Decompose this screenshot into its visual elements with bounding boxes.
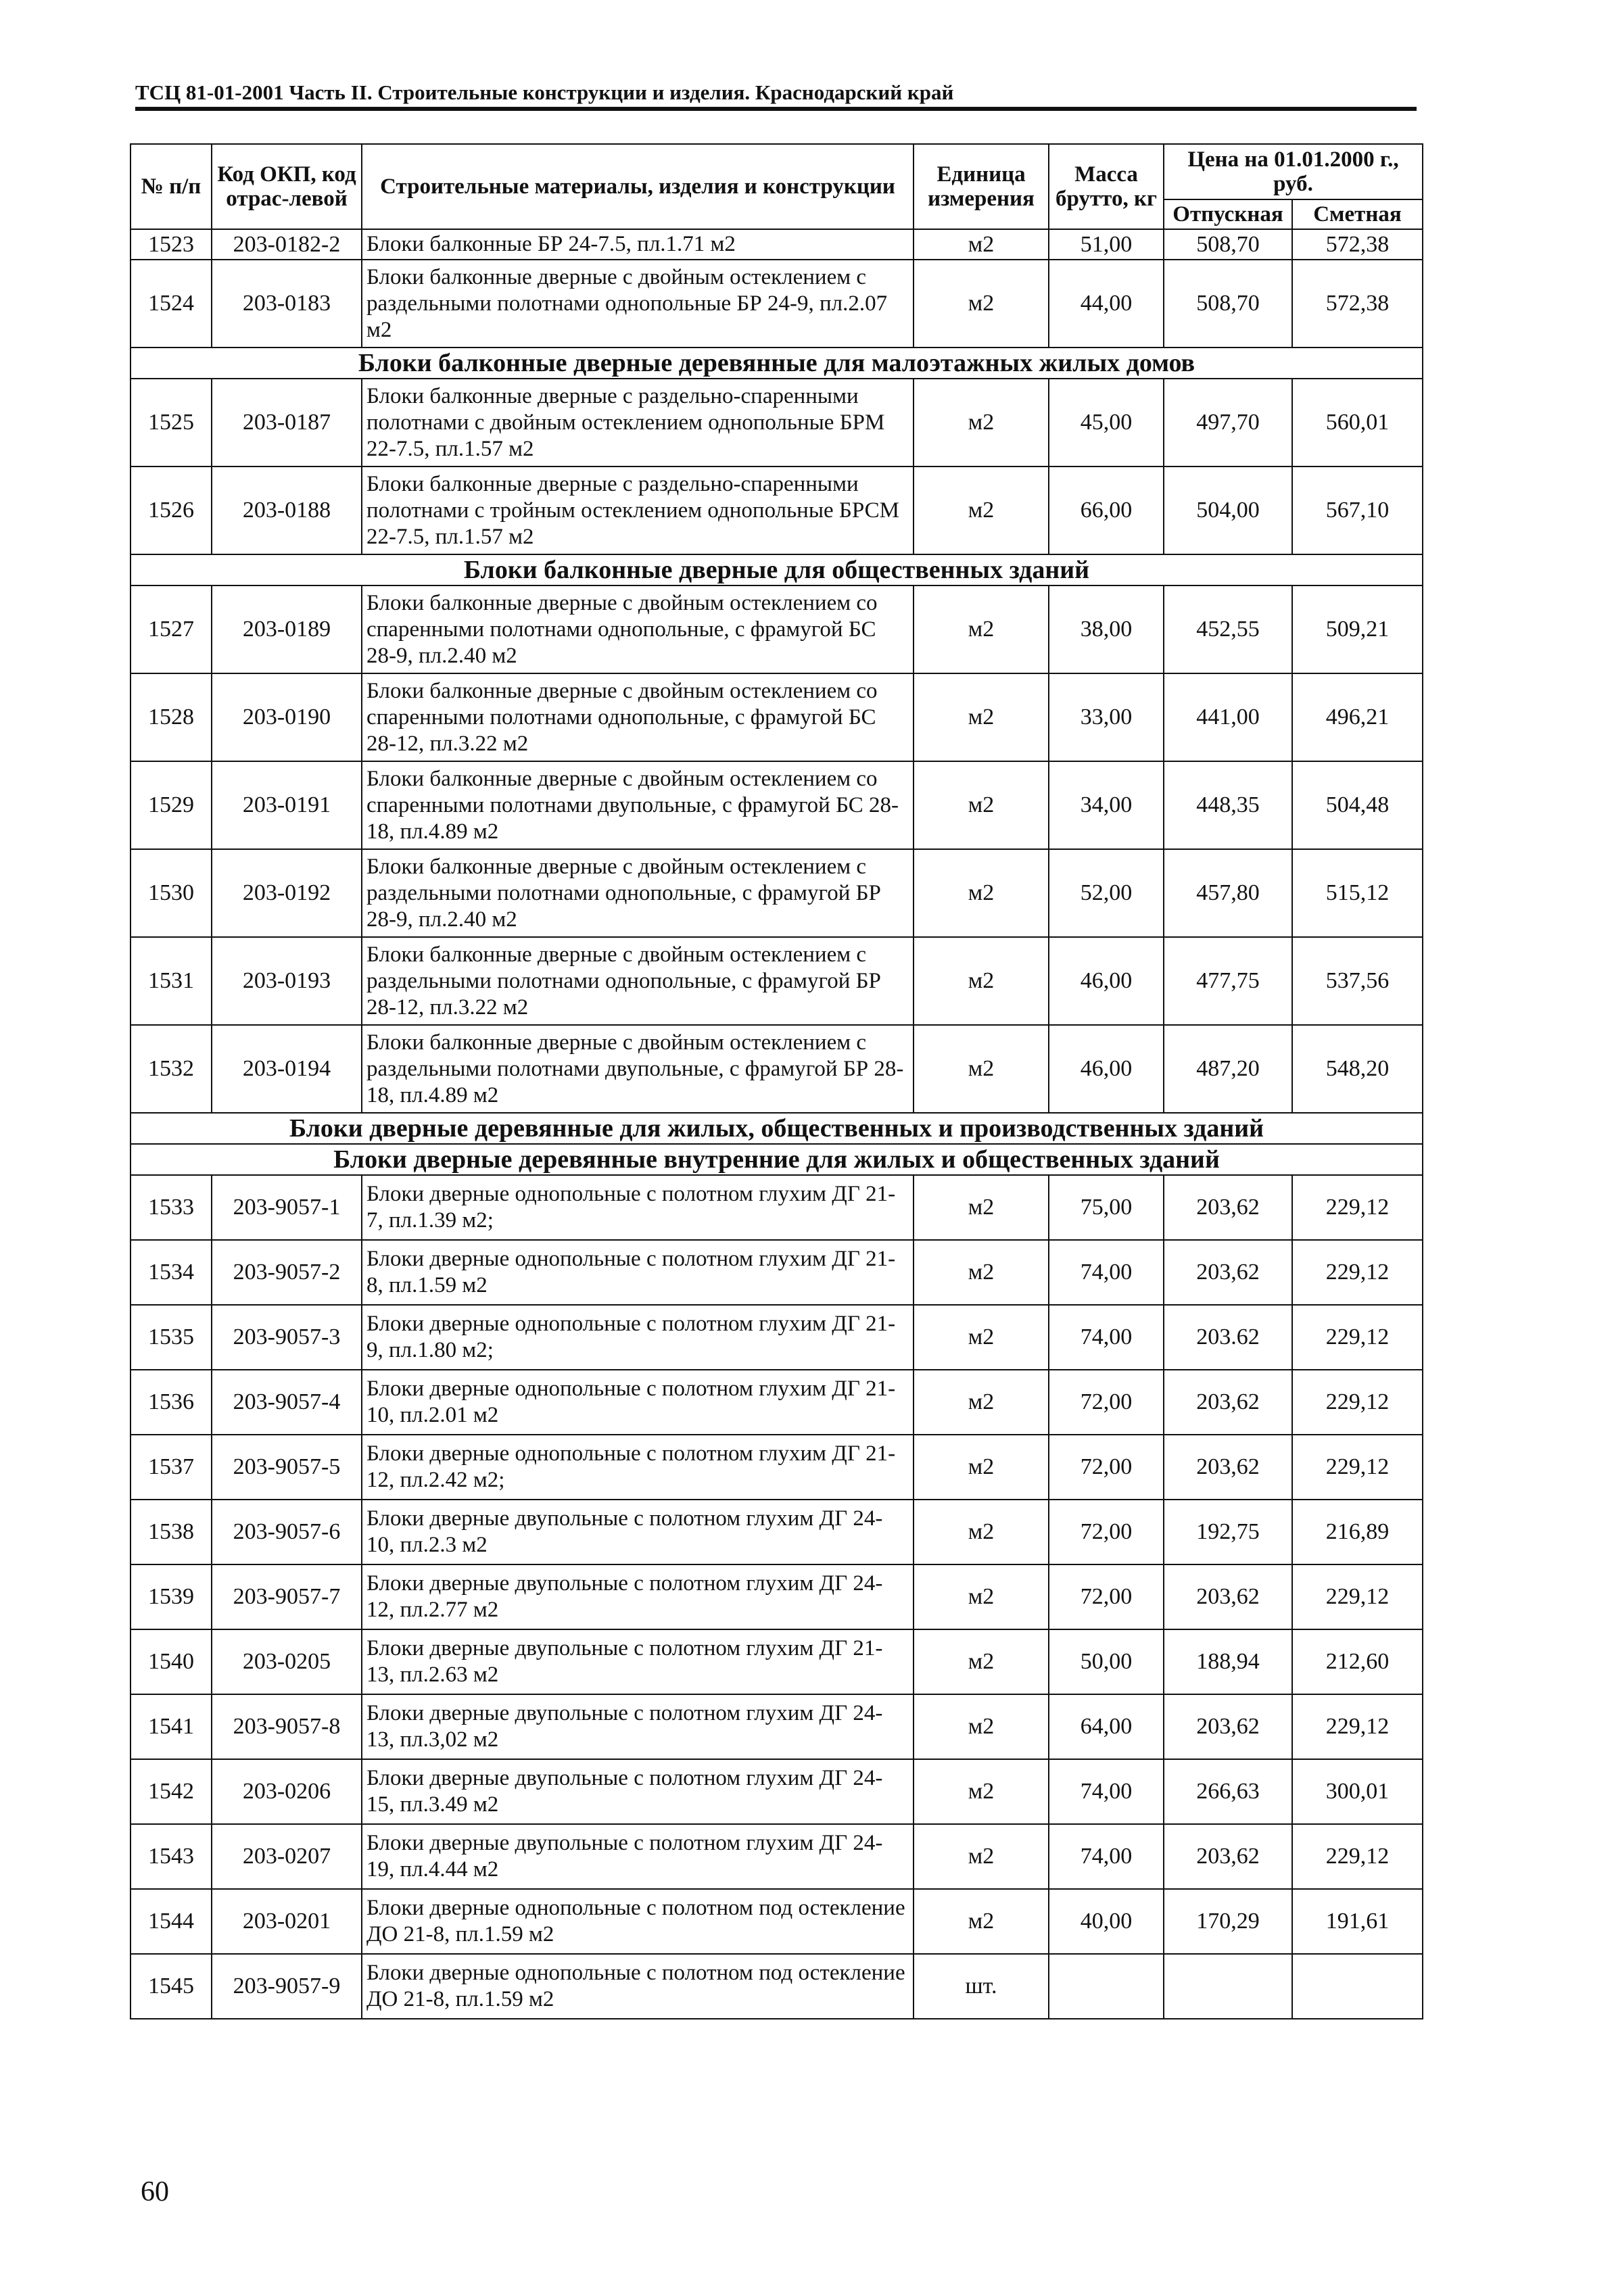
row-description: Блоки балконные дверные с раздельно-спаренными полотнами с тройным остеклением однопольные БРСМ 22-7.5, пл.1.57 м2: [362, 467, 914, 554]
row-num: 1533: [131, 1175, 212, 1240]
row-price-release: 266,63: [1164, 1759, 1292, 1824]
row-price-release: 203,62: [1164, 1435, 1292, 1500]
row-mass: 45,00: [1049, 379, 1164, 467]
section-title: Блоки дверные деревянные для жилых, общественных и производственных зданий: [131, 1113, 1423, 1144]
row-price-estimate: 560,01: [1292, 379, 1423, 467]
row-price-estimate: 537,56: [1292, 937, 1423, 1025]
row-unit: м2: [914, 1889, 1049, 1954]
row-mass: 51,00: [1049, 229, 1164, 260]
row-num: 1529: [131, 761, 212, 849]
table-row: [131, 1240, 1423, 1305]
row-price-release: 457,80: [1164, 849, 1292, 937]
section-row: [131, 554, 1423, 585]
row-unit: м2: [914, 1370, 1049, 1435]
row-price-estimate: 496,21: [1292, 673, 1423, 761]
table-row: [131, 1824, 1423, 1889]
row-num: 1541: [131, 1694, 212, 1759]
row-code: 203-0207: [212, 1824, 362, 1889]
row-mass: 74,00: [1049, 1824, 1164, 1889]
row-num: 1530: [131, 849, 212, 937]
row-description: Блоки дверные двупольные с полотном глухим ДГ 24-19, пл.4.44 м2: [362, 1824, 914, 1889]
row-price-estimate: 229,12: [1292, 1305, 1423, 1370]
row-price-estimate: 567,10: [1292, 467, 1423, 554]
row-code: 203-0201: [212, 1889, 362, 1954]
row-unit: м2: [914, 1564, 1049, 1629]
row-mass: 52,00: [1049, 849, 1164, 937]
row-description: Блоки балконные БР 24-7.5, пл.1.71 м2: [362, 229, 914, 260]
row-mass: 66,00: [1049, 467, 1164, 554]
row-unit: м2: [914, 849, 1049, 937]
table-row: [131, 761, 1423, 849]
page-number: 60: [141, 2176, 169, 2207]
table-row: [131, 1435, 1423, 1500]
row-unit: м2: [914, 1694, 1049, 1759]
row-num: 1540: [131, 1629, 212, 1694]
section-title: Блоки балконные дверные деревянные для малоэтажных жилых домов: [131, 348, 1423, 379]
row-price-estimate: 229,12: [1292, 1564, 1423, 1629]
section-row: [131, 348, 1423, 379]
row-description: Блоки дверные однопольные с полотном глухим ДГ 21-7, пл.1.39 м2;: [362, 1175, 914, 1240]
row-description: Блоки балконные дверные с раздельно-спаренными полотнами с двойным остеклением однопольные БРМ 22-7.5, пл.1.57 м2: [362, 379, 914, 467]
row-price-estimate: 229,12: [1292, 1824, 1423, 1889]
header-num: № п/п: [131, 144, 212, 229]
row-price-estimate: 300,01: [1292, 1759, 1423, 1824]
row-code: 203-0190: [212, 673, 362, 761]
row-unit: м2: [914, 1629, 1049, 1694]
row-num: 1543: [131, 1824, 212, 1889]
row-price-release: 203,62: [1164, 1175, 1292, 1240]
row-price-release: 188,94: [1164, 1629, 1292, 1694]
row-price-release: [1164, 1954, 1292, 2019]
row-unit: м2: [914, 673, 1049, 761]
row-unit: шт.: [914, 1954, 1049, 2019]
row-price-estimate: 572,38: [1292, 260, 1423, 348]
table-row: [131, 229, 1423, 260]
row-code: 203-0183: [212, 260, 362, 348]
row-num: 1532: [131, 1025, 212, 1113]
row-code: 203-0189: [212, 585, 362, 673]
row-mass: 46,00: [1049, 1025, 1164, 1113]
row-mass: 72,00: [1049, 1370, 1164, 1435]
table-row: [131, 467, 1423, 554]
row-mass: 75,00: [1049, 1175, 1164, 1240]
row-description: Блоки балконные дверные с двойным остеклением с раздельными полотнами однопольные, с фрамугой БР 28-12, пл.3.22 м2: [362, 937, 914, 1025]
row-code: 203-9057-5: [212, 1435, 362, 1500]
row-code: 203-9057-4: [212, 1370, 362, 1435]
row-code: 203-9057-7: [212, 1564, 362, 1629]
header-price-release: Отпускная: [1164, 199, 1292, 229]
row-price-estimate: 229,12: [1292, 1370, 1423, 1435]
row-price-estimate: 504,48: [1292, 761, 1423, 849]
row-mass: 74,00: [1049, 1759, 1164, 1824]
row-mass: 38,00: [1049, 585, 1164, 673]
row-mass: 72,00: [1049, 1564, 1164, 1629]
price-table-container: [130, 143, 1423, 2019]
row-code: 203-0193: [212, 937, 362, 1025]
row-mass: 72,00: [1049, 1500, 1164, 1564]
row-unit: м2: [914, 229, 1049, 260]
row-description: Блоки дверные двупольные с полотном глухим ДГ 24-12, пл.2.77 м2: [362, 1564, 914, 1629]
table-row: [131, 1305, 1423, 1370]
row-description: Блоки дверные двупольные с полотном глухим ДГ 24-13, пл.3,02 м2: [362, 1694, 914, 1759]
row-mass: 74,00: [1049, 1305, 1164, 1370]
row-description: Блоки дверные однопольные с полотном глухим ДГ 21-8, пл.1.59 м2: [362, 1240, 914, 1305]
row-price-estimate: [1292, 1954, 1423, 2019]
header-price: Цена на 01.01.2000 г., руб.: [1164, 144, 1423, 199]
row-code: 203-9057-1: [212, 1175, 362, 1240]
row-unit: м2: [914, 1435, 1049, 1500]
row-price-release: 452,55: [1164, 585, 1292, 673]
section-title: Блоки дверные деревянные внутренние для жилых и общественных зданий: [131, 1144, 1423, 1175]
row-unit: м2: [914, 260, 1049, 348]
table-row: [131, 1954, 1423, 2019]
row-num: 1537: [131, 1435, 212, 1500]
section-title: Блоки балконные дверные для общественных зданий: [131, 554, 1423, 585]
row-price-estimate: 515,12: [1292, 849, 1423, 937]
row-description: Блоки дверные однопольные с полотном под остеклениe ДО 21-8, пл.1.59 м2: [362, 1889, 914, 1954]
table-row: [131, 1759, 1423, 1824]
header-rule: [135, 107, 1417, 111]
row-price-release: 487,20: [1164, 1025, 1292, 1113]
row-description: Блоки дверные двупольные с полотном глухим ДГ 24-10, пл.2.3 м2: [362, 1500, 914, 1564]
row-num: 1527: [131, 585, 212, 673]
row-description: Блоки дверные однопольные с полотном глухим ДГ 21-9, пл.1.80 м2;: [362, 1305, 914, 1370]
row-price-release: 203,62: [1164, 1824, 1292, 1889]
row-code: 203-0205: [212, 1629, 362, 1694]
row-unit: м2: [914, 1240, 1049, 1305]
row-unit: м2: [914, 585, 1049, 673]
row-mass: 40,00: [1049, 1889, 1164, 1954]
row-unit: м2: [914, 379, 1049, 467]
row-mass: 34,00: [1049, 761, 1164, 849]
row-unit: м2: [914, 1305, 1049, 1370]
row-mass: 50,00: [1049, 1629, 1164, 1694]
row-price-estimate: 509,21: [1292, 585, 1423, 673]
row-price-estimate: 191,61: [1292, 1889, 1423, 1954]
row-code: 203-0182-2: [212, 229, 362, 260]
row-code: 203-0188: [212, 467, 362, 554]
row-unit: м2: [914, 1824, 1049, 1889]
row-num: 1528: [131, 673, 212, 761]
row-price-release: 192,75: [1164, 1500, 1292, 1564]
row-description: Блоки дверные однопольные с полотном глухим ДГ 21-12, пл.2.42 м2;: [362, 1435, 914, 1500]
row-mass: 44,00: [1049, 260, 1164, 348]
row-code: 203-0192: [212, 849, 362, 937]
row-mass: 72,00: [1049, 1435, 1164, 1500]
row-num: 1525: [131, 379, 212, 467]
row-description: Блоки балконные дверные с двойным остеклением с раздельными полотнами двупольные, с фрамугой БР 28-18, пл.4.89 м2: [362, 1025, 914, 1113]
row-description: Блоки балконные дверные с двойным остеклением со спаренными полотнами однопольные, с фрамугой БС 28-12, пл.3.22 м2: [362, 673, 914, 761]
row-price-release: 203,62: [1164, 1240, 1292, 1305]
row-mass: 64,00: [1049, 1694, 1164, 1759]
table-header: [131, 144, 1423, 229]
row-code: 203-0206: [212, 1759, 362, 1824]
row-code: 203-0191: [212, 761, 362, 849]
row-price-release: 203.62: [1164, 1305, 1292, 1370]
row-num: 1523: [131, 229, 212, 260]
row-price-estimate: 229,12: [1292, 1240, 1423, 1305]
row-price-estimate: 229,12: [1292, 1694, 1423, 1759]
table-row: [131, 1889, 1423, 1954]
row-code: 203-9057-8: [212, 1694, 362, 1759]
table-row: [131, 260, 1423, 348]
row-num: 1535: [131, 1305, 212, 1370]
row-code: 203-0187: [212, 379, 362, 467]
row-description: Блоки дверные двупольные с полотном глухим ДГ 21-13, пл.2.63 м2: [362, 1629, 914, 1694]
row-price-release: 203,62: [1164, 1564, 1292, 1629]
row-unit: м2: [914, 1500, 1049, 1564]
table-row: [131, 1370, 1423, 1435]
table-row: [131, 1500, 1423, 1564]
row-code: 203-9057-2: [212, 1240, 362, 1305]
header-code: Код ОКП, код отрас-левой: [212, 144, 362, 229]
row-description: Блоки дверные однопольные с полотном глухим ДГ 21-10, пл.2.01 м2: [362, 1370, 914, 1435]
table-body: [131, 229, 1423, 2019]
row-num: 1542: [131, 1759, 212, 1824]
table-row: [131, 673, 1423, 761]
row-price-estimate: 572,38: [1292, 229, 1423, 260]
row-num: 1544: [131, 1889, 212, 1954]
page-header: ТСЦ 81-01-2001 Часть II. Строительные конструкции и изделия. Краснодарский край: [135, 80, 954, 104]
row-unit: м2: [914, 1025, 1049, 1113]
row-description: Блоки дверные двупольные с полотном глухим ДГ 24-15, пл.3.49 м2: [362, 1759, 914, 1824]
row-price-estimate: 229,12: [1292, 1435, 1423, 1500]
row-unit: м2: [914, 1175, 1049, 1240]
header-material: Строительные материалы, изделия и конструкции: [362, 144, 914, 229]
row-price-release: 170,29: [1164, 1889, 1292, 1954]
row-price-release: 448,35: [1164, 761, 1292, 849]
table-row: [131, 379, 1423, 467]
table-row: [131, 1025, 1423, 1113]
row-unit: м2: [914, 1759, 1049, 1824]
row-num: 1534: [131, 1240, 212, 1305]
section-row: [131, 1144, 1423, 1175]
row-price-estimate: 229,12: [1292, 1175, 1423, 1240]
row-num: 1536: [131, 1370, 212, 1435]
row-description: Блоки балконные дверные с двойным остеклением с раздельными полотнами однопольные, с фрамугой БР 28-9, пл.2.40 м2: [362, 849, 914, 937]
row-description: Блоки балконные дверные с двойным остеклением со спаренными полотнами однопольные, с фрамугой БС 28-9, пл.2.40 м2: [362, 585, 914, 673]
row-code: 203-0194: [212, 1025, 362, 1113]
row-num: 1526: [131, 467, 212, 554]
row-price-release: 508,70: [1164, 260, 1292, 348]
row-price-release: 441,00: [1164, 673, 1292, 761]
row-description: Блоки дверные однопольные с полотном под остеклениe ДО 21-8, пл.1.59 м2: [362, 1954, 914, 2019]
row-price-release: 203,62: [1164, 1694, 1292, 1759]
row-price-estimate: 216,89: [1292, 1500, 1423, 1564]
row-num: 1539: [131, 1564, 212, 1629]
section-row: [131, 1113, 1423, 1144]
row-unit: м2: [914, 937, 1049, 1025]
row-price-estimate: 212,60: [1292, 1629, 1423, 1694]
row-num: 1538: [131, 1500, 212, 1564]
row-code: 203-9057-9: [212, 1954, 362, 2019]
row-description: Блоки балконные дверные с двойным остеклением с раздельными полотнами однопольные БР 24-9, пл.2.07 м2: [362, 260, 914, 348]
header-price-estimate: Сметная: [1292, 199, 1423, 229]
table-row: [131, 585, 1423, 673]
table-row: [131, 1629, 1423, 1694]
table-row: [131, 1694, 1423, 1759]
row-num: 1545: [131, 1954, 212, 2019]
table-row: [131, 849, 1423, 937]
row-num: 1524: [131, 260, 212, 348]
table-row: [131, 1175, 1423, 1240]
table-row: [131, 937, 1423, 1025]
row-mass: 46,00: [1049, 937, 1164, 1025]
table-row: [131, 1564, 1423, 1629]
header-unit: Единица измерения: [914, 144, 1049, 229]
row-price-release: 508,70: [1164, 229, 1292, 260]
row-description: Блоки балконные дверные с двойным остеклением со спаренными полотнами двупольные, с фрамугой БС 28-18, пл.4.89 м2: [362, 761, 914, 849]
row-unit: м2: [914, 761, 1049, 849]
row-price-release: 477,75: [1164, 937, 1292, 1025]
row-price-release: 203,62: [1164, 1370, 1292, 1435]
price-table: [130, 143, 1423, 2019]
row-mass: [1049, 1954, 1164, 2019]
row-price-release: 497,70: [1164, 379, 1292, 467]
row-mass: 33,00: [1049, 673, 1164, 761]
header-mass: Масса брутто, кг: [1049, 144, 1164, 229]
row-mass: 74,00: [1049, 1240, 1164, 1305]
row-num: 1531: [131, 937, 212, 1025]
row-code: 203-9057-6: [212, 1500, 362, 1564]
row-code: 203-9057-3: [212, 1305, 362, 1370]
row-price-estimate: 548,20: [1292, 1025, 1423, 1113]
row-unit: м2: [914, 467, 1049, 554]
row-price-release: 504,00: [1164, 467, 1292, 554]
